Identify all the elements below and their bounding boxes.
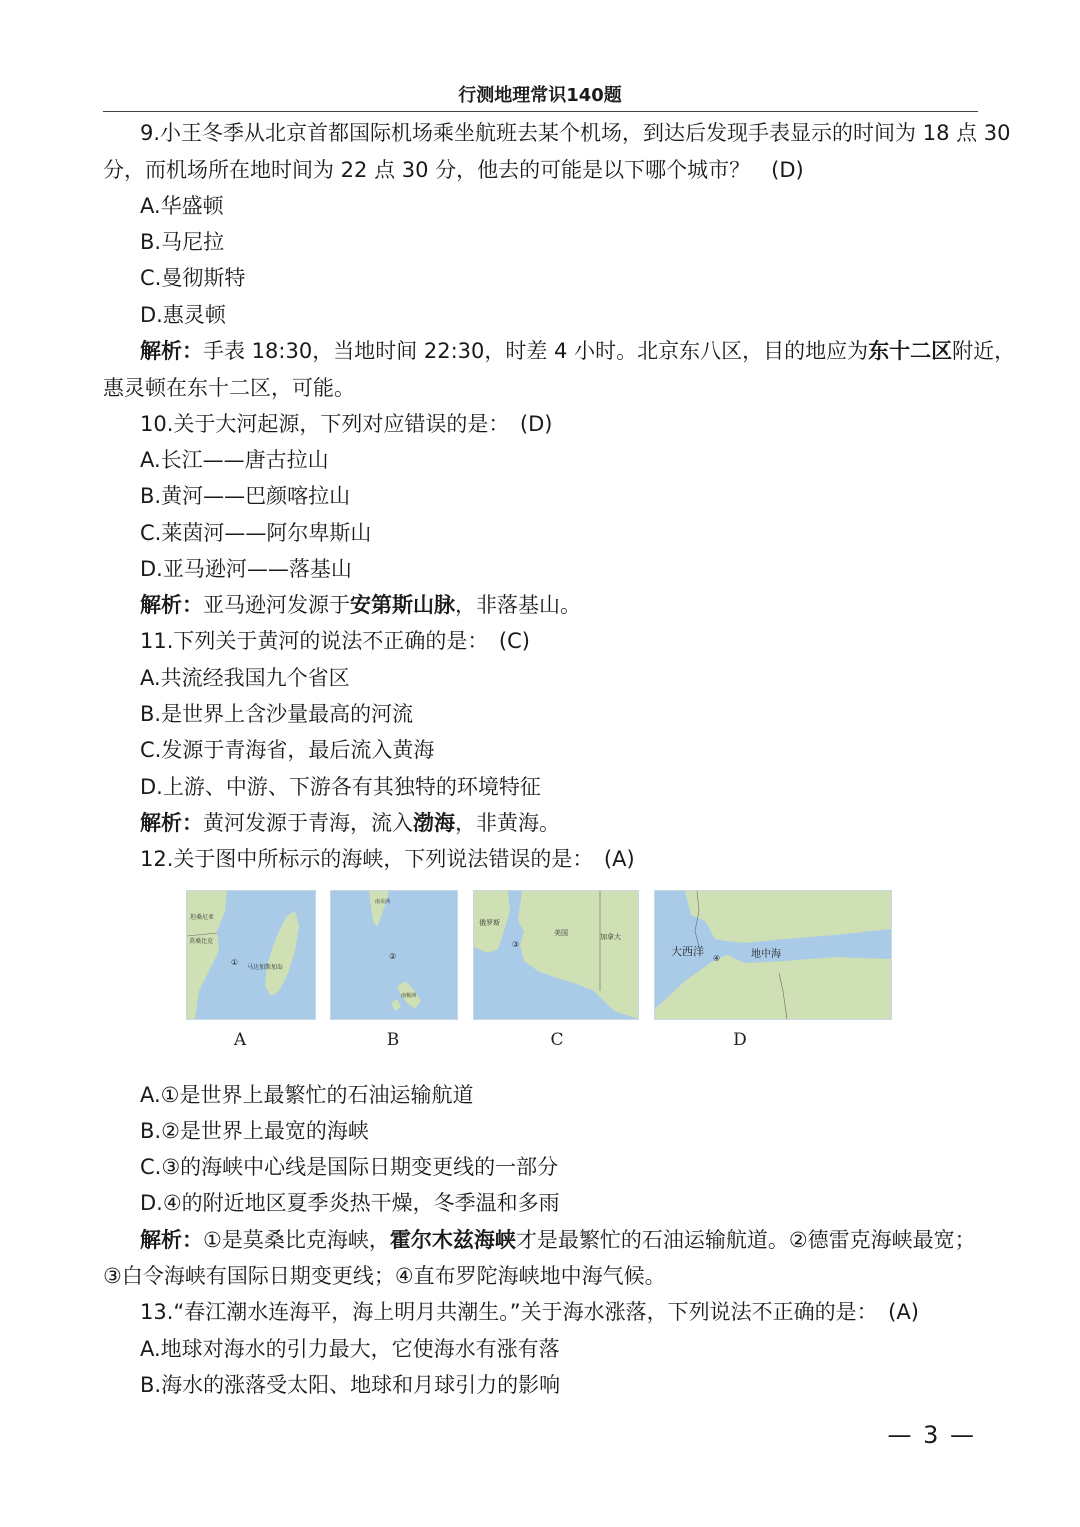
analysis-text: 亚马逊河发源于 — [203, 593, 350, 617]
page-header-title: 行测地理常识140题 — [458, 85, 622, 106]
map-d-gibraltar-strait — [654, 890, 892, 1020]
q9-option-a: A.华盛顿 — [140, 194, 224, 218]
page-number: — 3 — — [887, 1421, 976, 1449]
map-label: 南极洲 — [401, 993, 417, 999]
q13-option-a: A.地球对海水的引力最大，它使海水有涨有落 — [140, 1337, 560, 1361]
q12-stem: 12.关于图中所标示的海峡，下列说法错误的是： (A) — [140, 847, 635, 871]
q9-analysis-line-2: 惠灵顿在东十二区，可能。 — [103, 376, 355, 400]
q11-option-a: A.共流经我国九个省区 — [140, 666, 350, 690]
q12-option-a: A.①是世界上最繁忙的石油运输航道 — [140, 1083, 474, 1107]
q12-option-b: B.②是世界上最宽的海峡 — [140, 1119, 369, 1143]
q9-option-c: C.曼彻斯特 — [140, 266, 246, 290]
analysis-text: 附近， — [952, 339, 1016, 363]
strait-maps-figure — [0, 890, 1080, 1060]
analysis-text: 手表 18:30，当地时间 22:30，时差 4 小时。北京东八区，目的地应为 — [203, 339, 869, 363]
q9-analysis-line-1 — [140, 333, 1015, 369]
q9-stem-line-2: 分，而机场所在地时间为 22 点 30 分，他去的可能是以下哪个城市？ (D) — [103, 158, 804, 182]
strait-marker-4: ④ — [713, 954, 721, 963]
map-label: 坦桑尼亚 — [190, 914, 215, 921]
analysis-label: 解析： — [140, 339, 203, 363]
q11-stem: 11.下列关于黄河的说法不正确的是： (C) — [140, 629, 530, 653]
q9-option-b: B.马尼拉 — [140, 230, 225, 254]
map-caption-c: C — [550, 1030, 564, 1050]
analysis-text: ①是莫桑比克海峡， — [203, 1228, 390, 1252]
map-c-bering-strait — [473, 890, 639, 1020]
analysis-keyword: 安第斯山脉 — [350, 593, 455, 617]
map-label: 俄罗斯 — [479, 919, 500, 927]
q11-option-b: B.是世界上含沙量最高的河流 — [140, 702, 414, 726]
analysis-label: 解析： — [140, 811, 203, 835]
map-label: 美国 — [554, 929, 568, 937]
map-label: 地中海 — [751, 949, 781, 960]
q9-stem-line-1: 9.小王冬季从北京首都国际机场乘坐航班去某个机场，到达后发现手表显示的时间为 18 点 30 — [140, 121, 1011, 145]
map-label: 南美洲 — [375, 899, 391, 905]
map-label: 莫桑比克 — [189, 938, 214, 945]
analysis-text: ，非落基山。 — [455, 593, 581, 617]
q10-option-d: D.亚马逊河——落基山 — [140, 557, 352, 581]
map-label: 加拿大 — [600, 933, 621, 941]
header-divider — [103, 111, 978, 112]
q12-analysis-line-2: ③白令海峡有国际日期变更线；④直布罗陀海峡地中海气候。 — [103, 1264, 666, 1288]
map-a-mozambique-channel — [186, 890, 316, 1020]
analysis-text: 黄河发源于青海，流入 — [203, 811, 413, 835]
analysis-keyword: 东十二区 — [868, 339, 953, 363]
q10-stem: 10.关于大河起源，下列对应错误的是： (D) — [140, 412, 553, 436]
q10-analysis — [140, 587, 581, 623]
q11-option-c: C.发源于青海省，最后流入黄海 — [140, 738, 435, 762]
map-caption-d: D — [733, 1030, 747, 1050]
q9-option-d: D.惠灵顿 — [140, 303, 226, 327]
q10-option-a: A.长江——唐古拉山 — [140, 448, 329, 472]
q10-option-c: C.莱茵河——阿尔卑斯山 — [140, 521, 372, 545]
strait-marker-1: ① — [231, 958, 239, 967]
map-label: 马达加斯加岛 — [247, 964, 284, 971]
q12-option-d: D.④的附近地区夏季炎热干燥，冬季温和多雨 — [140, 1191, 560, 1215]
analysis-keyword: 渤海 — [413, 811, 455, 835]
map-label: 大西洋 — [671, 945, 704, 958]
analysis-label: 解析： — [140, 1228, 203, 1252]
q12-option-c: C.③的海峡中心线是国际日期变更线的一部分 — [140, 1155, 559, 1179]
q11-analysis — [140, 805, 560, 841]
analysis-text: 才是最繁忙的石油运输航道。②德雷克海峡最宽； — [515, 1228, 976, 1252]
analysis-text: ，非黄海。 — [455, 811, 560, 835]
map-b-drake-passage — [330, 890, 458, 1020]
analysis-keyword: 霍尔木兹海峡 — [389, 1228, 516, 1252]
q10-option-b: B.黄河——巴颜喀拉山 — [140, 484, 351, 508]
strait-marker-3: ③ — [512, 940, 520, 949]
analysis-label: 解析： — [140, 593, 203, 617]
map-caption-a: A — [233, 1030, 247, 1050]
strait-marker-2: ② — [389, 952, 397, 961]
q11-option-d: D.上游、中游、下游各有其独特的环境特征 — [140, 775, 541, 799]
map-caption-b: B — [386, 1030, 400, 1050]
q13-option-b: B.海水的涨落受太阳、地球和月球引力的影响 — [140, 1373, 561, 1397]
q13-stem: 13.“春江潮水连海平，海上明月共潮生。”关于海水涨落，下列说法不正确的是： (A) — [140, 1300, 919, 1324]
q12-analysis-line-1 — [140, 1222, 976, 1258]
